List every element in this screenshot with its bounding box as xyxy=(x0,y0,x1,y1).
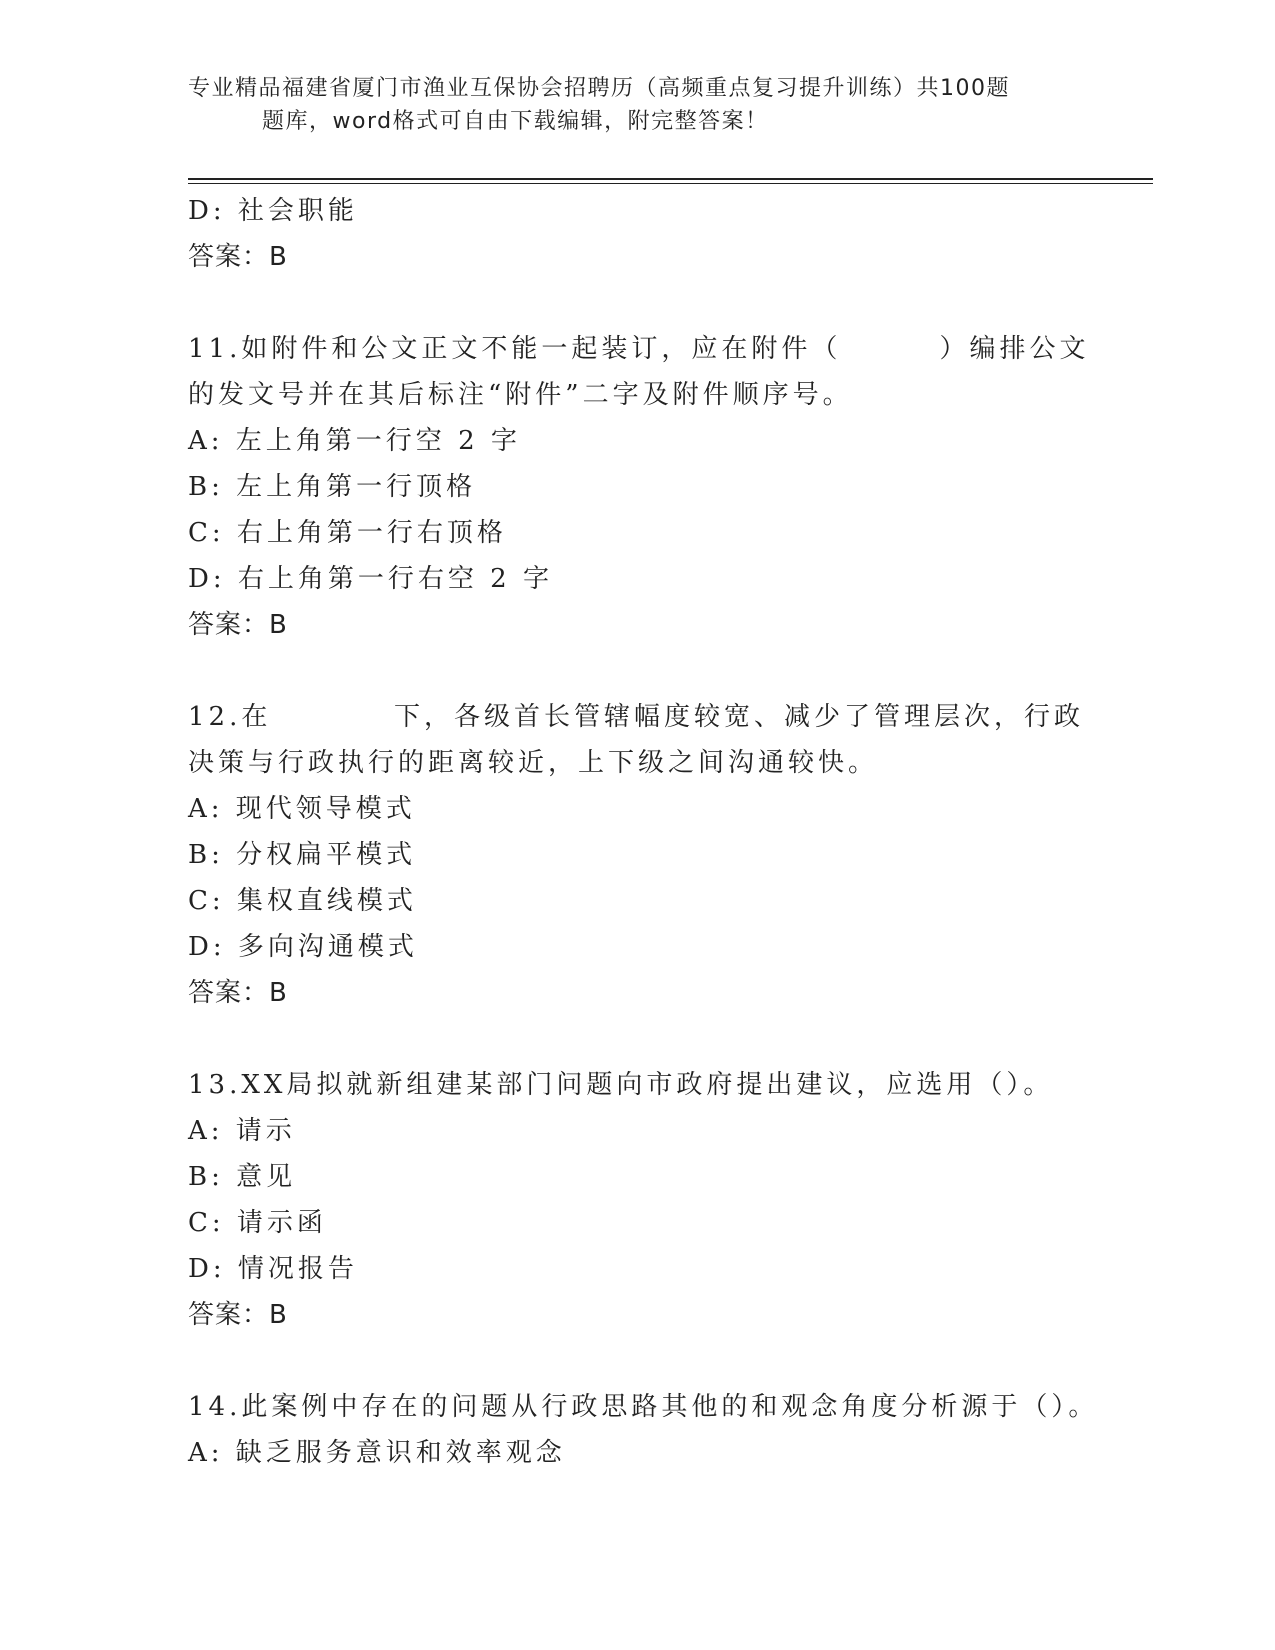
question-stem: 12.在 下，各级首长管辖幅度较宽、减少了管理层次，行政 xyxy=(188,702,1084,732)
spacer xyxy=(188,648,1088,694)
option-a: A: 左上角第一行空 2 字 xyxy=(188,426,521,456)
question-stem: 14.此案例中存在的问题从行政思路其他的和观念角度分析源于（）。 xyxy=(188,1392,1099,1422)
option-b: B: 分权扁平模式 xyxy=(188,840,417,870)
option-d: D: 情况报告 xyxy=(188,1254,358,1284)
question-list xyxy=(188,188,1099,1476)
header-title-line-2: 题库，word格式可自由下载编辑，附完整答案！ xyxy=(262,109,769,134)
option-c: C: 请示函 xyxy=(188,1208,327,1238)
answer-label: 答案：B xyxy=(188,978,288,1008)
question-12 xyxy=(188,694,1088,1016)
spacer xyxy=(188,280,1088,326)
answer-label: 答案：B xyxy=(188,610,288,640)
option-c: C: 集权直线模式 xyxy=(188,886,417,916)
option-b: B: 左上角第一行顶格 xyxy=(188,472,477,502)
header-rule-thick xyxy=(188,178,1153,180)
question-stem-continued: 的发文号并在其后标注“附件”二字及附件顺序号。 xyxy=(188,380,853,410)
answer-label: 答案：B xyxy=(188,1300,288,1330)
option-d: D: 右上角第一行右空 2 字 xyxy=(188,564,553,594)
document-header xyxy=(188,72,1088,138)
header-title-line-1: 专业精品福建省厦门市渔业互保协会招聘历（高频重点复习提升训练）共100题 xyxy=(188,76,1010,101)
option-d: D: 多向沟通模式 xyxy=(188,932,418,962)
question-14 xyxy=(188,1384,1099,1476)
option-c: C: 右上角第一行右顶格 xyxy=(188,518,507,548)
question-stem: 13.XX局拟就新组建某部门问题向市政府提出建议，应选用（）。 xyxy=(188,1070,1054,1100)
spacer xyxy=(188,1338,1088,1384)
question-11 xyxy=(188,326,1088,648)
question-13 xyxy=(188,1062,1088,1338)
option-a: A: 缺乏服务意识和效率观念 xyxy=(188,1438,566,1468)
question-stem-continued: 决策与行政执行的距离较近，上下级之间沟通较快。 xyxy=(188,748,879,778)
answer-label: 答案：B xyxy=(188,242,288,272)
question-stem: 11.如附件和公文正文不能一起装订，应在附件（ ）编排公文 xyxy=(188,334,1090,364)
header-rule-thin xyxy=(188,183,1153,184)
option-d: D: 社会职能 xyxy=(188,196,358,226)
spacer xyxy=(188,1016,1088,1062)
option-a: A: 请示 xyxy=(188,1116,296,1146)
option-b: B: 意见 xyxy=(188,1162,297,1192)
option-a: A: 现代领导模式 xyxy=(188,794,416,824)
question-10-tail xyxy=(188,188,1088,280)
